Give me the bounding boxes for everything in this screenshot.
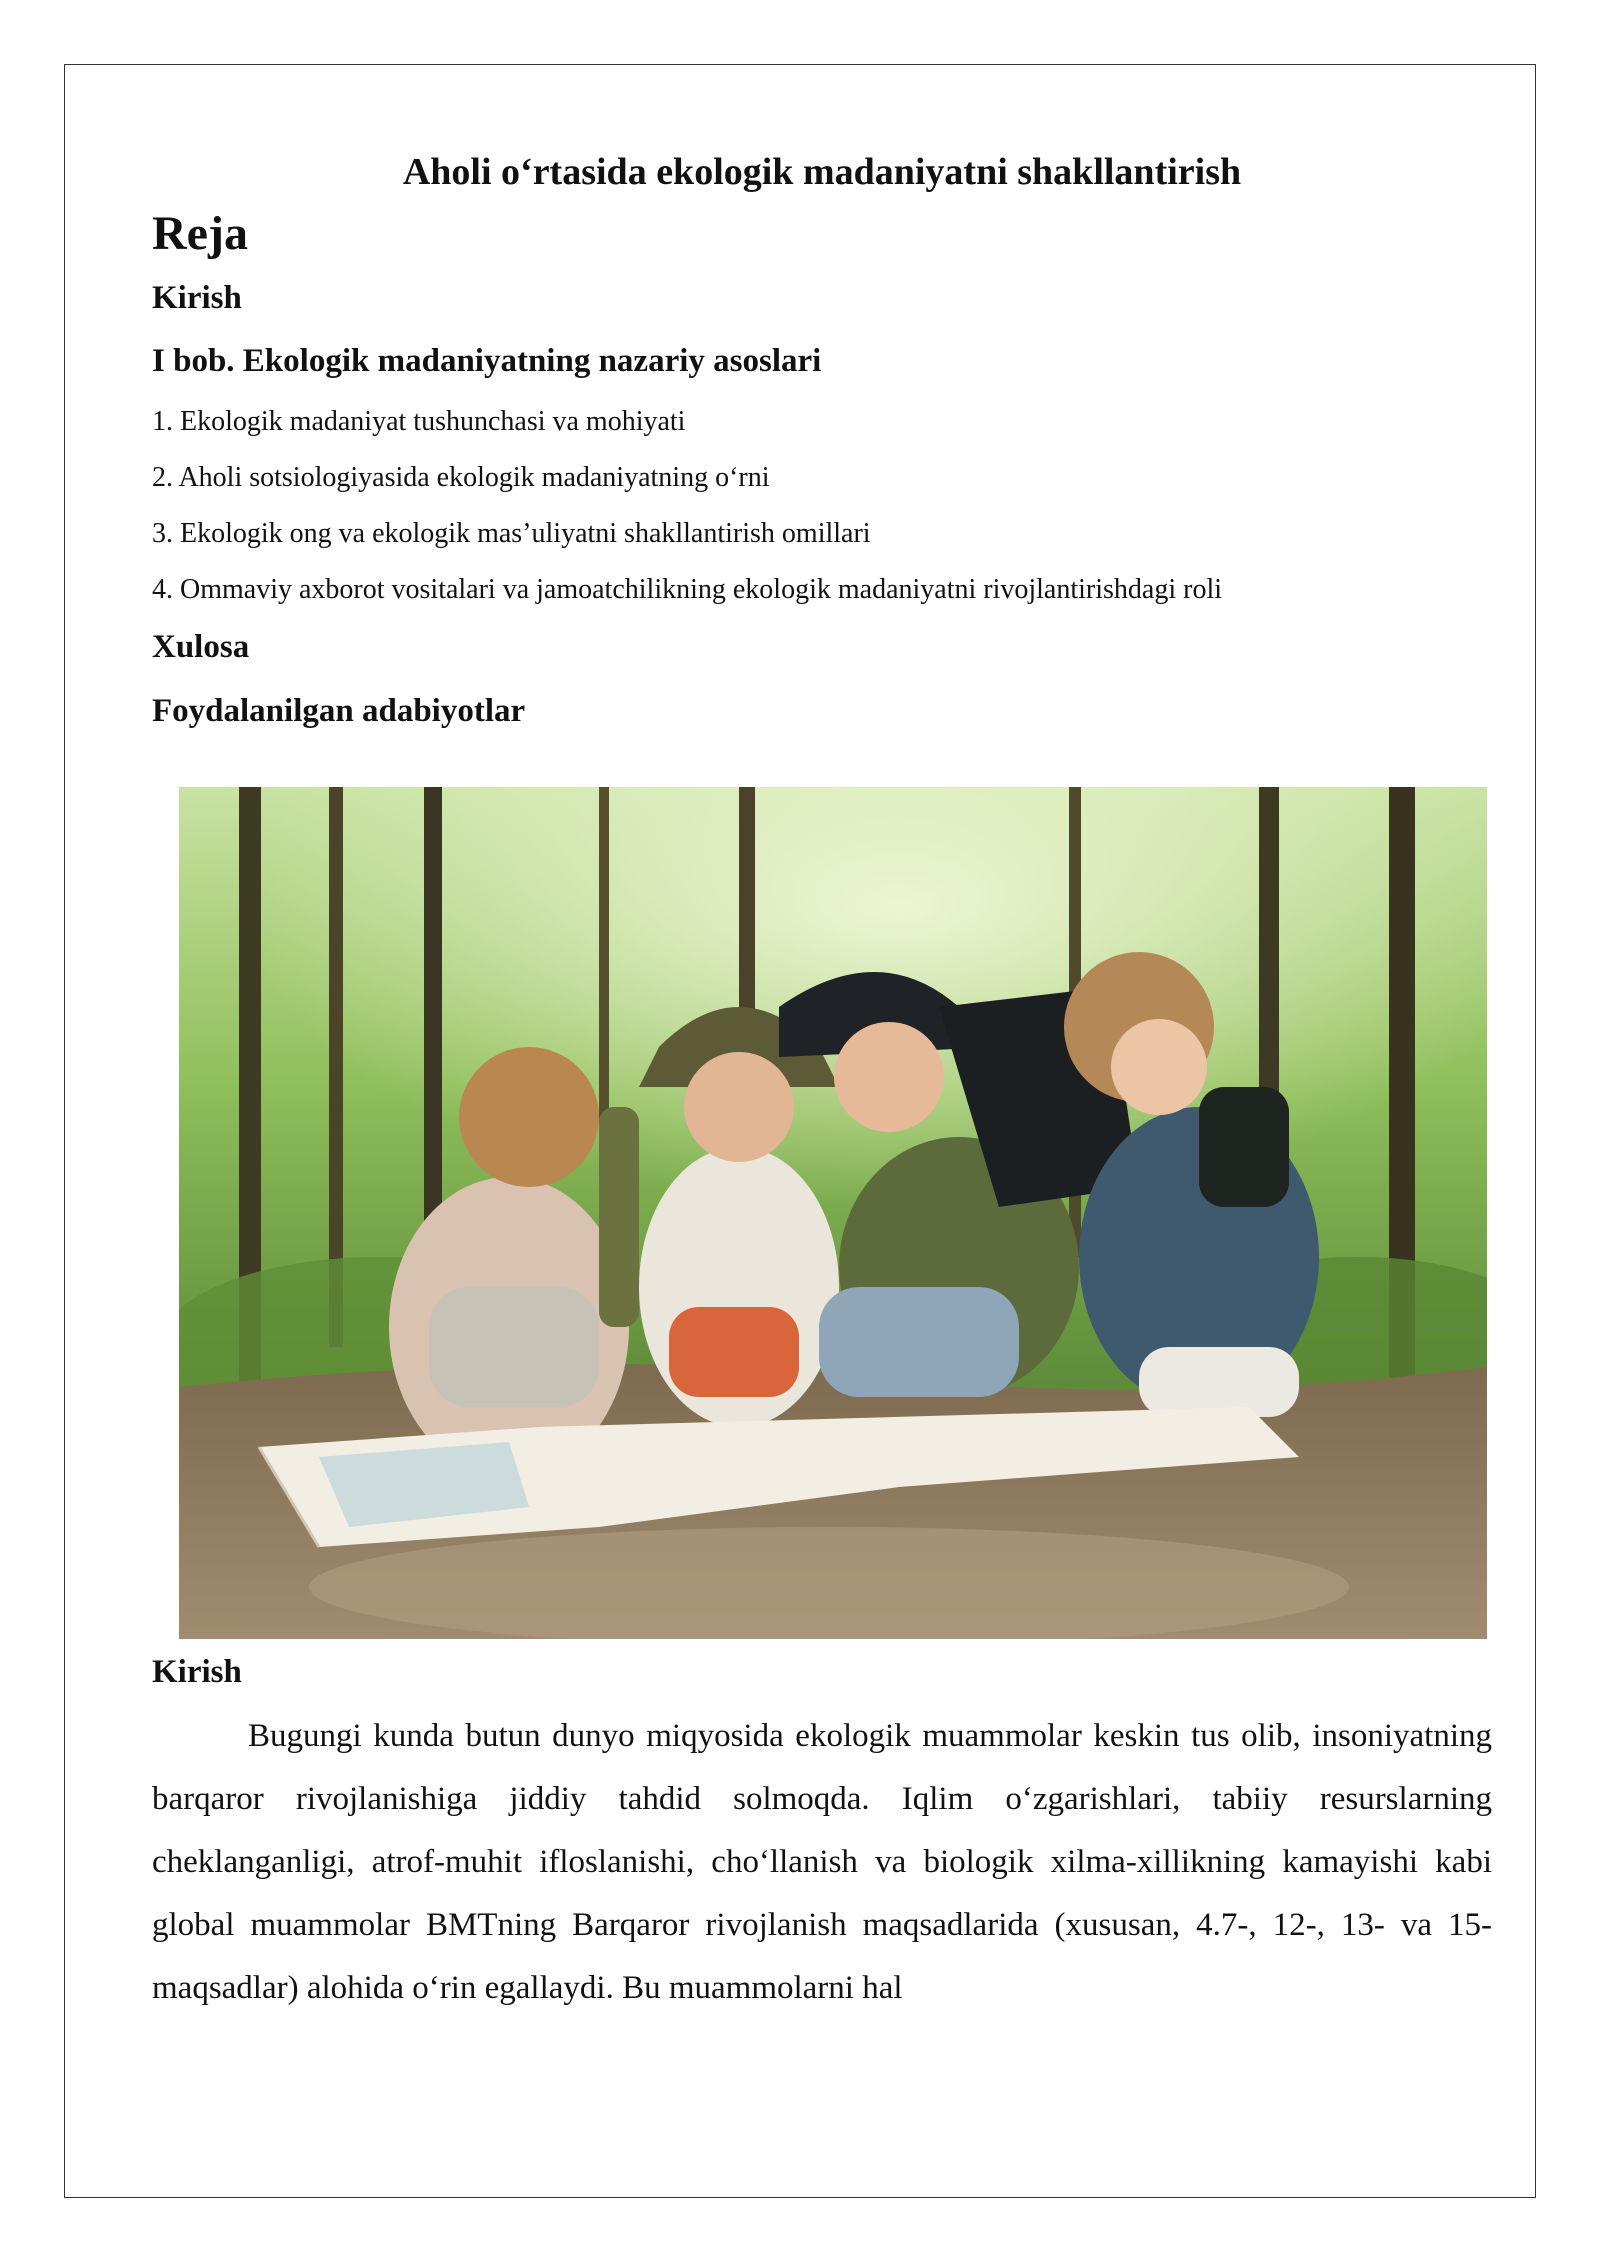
toc-item: 3. Ekologik ong va ekologik mas’uliyatni shakllantirish omillari [152, 517, 871, 549]
toc-conclusion: Xulosa [152, 628, 250, 665]
document-title: Aholi o‘rtasida ekologik madaniyatni shakllantirish [402, 151, 1242, 193]
section-heading-introduction: Kirish [152, 1654, 242, 1691]
toc-chapter-heading: I bob. Ekologik madaniyatning nazariy asoslari [152, 343, 822, 380]
toc-item: 1. Ekologik madaniyat tushunchasi va mohiyati [152, 405, 686, 437]
introduction-paragraph: Bugungi kunda butun dunyo miqyosida ekologik muammolar keskin tus olib, insoniyatning barqaror rivojlanishiga jiddiy tahdid solmoqda. Iqlim o‘zgarishlari, tabiiy resurslarning cheklanganligi, atrof-muhit ifloslanishi, cho‘llanish va biologik xilma-xillikning kamayishi kabi global muammolar BMTning Barqaror rivojlanish maqsadlarida (xususan, 4.7-, 12-, 13- va 15-maqsadlar) alohida o‘rin egallaydi. Bu muammolarni hal [152, 1717, 1492, 2006]
document-body [152, 150, 1492, 2020]
toc-item: 4. Ommaviy axborot vositalari va jamoatchilikning ekologik madaniyatni rivojlantirishdagi roli [152, 573, 1223, 605]
toc-introduction: Kirish [152, 279, 242, 316]
plan-heading: Reja [152, 207, 248, 260]
toc-item: 2. Aholi sotsiologiyasida ekologik madaniyatning o‘rni [152, 461, 770, 493]
toc-references: Foydalanilgan adabiyotlar [152, 692, 526, 729]
forest-children-photo [179, 787, 1487, 1639]
